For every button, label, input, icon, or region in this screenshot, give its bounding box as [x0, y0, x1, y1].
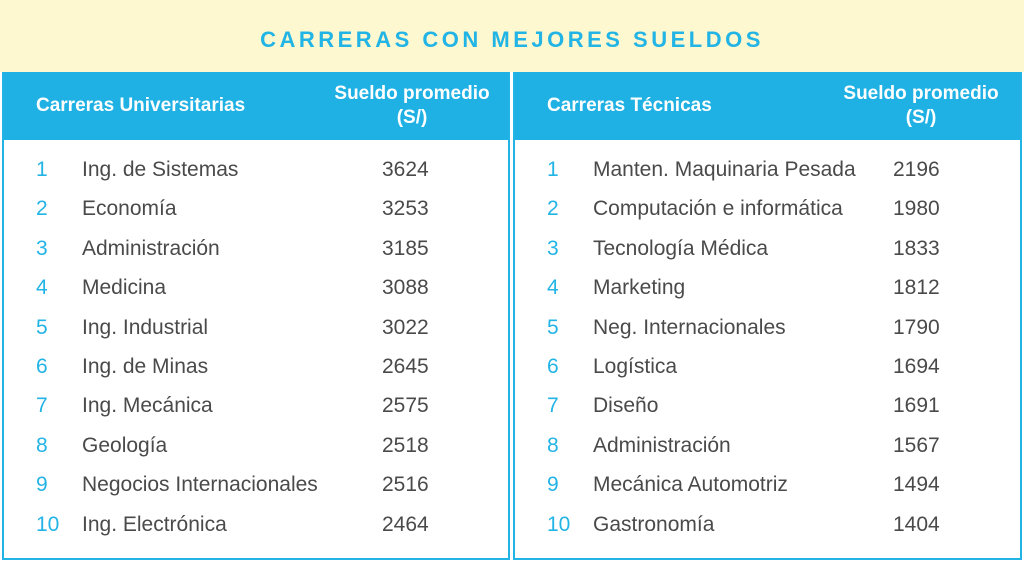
rank-cell: 2: [547, 197, 559, 221]
salary-cell: 1833: [893, 236, 940, 260]
salary-cell: 2464: [382, 512, 429, 536]
rank-cell: 5: [547, 315, 559, 339]
rank-cell: 8: [36, 433, 48, 457]
rank-cell: 7: [547, 394, 559, 418]
rank-cell: 9: [547, 473, 559, 497]
technical-careers-table: [513, 72, 1022, 560]
table-row: [515, 231, 1020, 270]
rank-cell: 9: [36, 473, 48, 497]
rank-cell: 3: [36, 236, 48, 260]
rank-cell: 5: [36, 315, 48, 339]
table-row: [4, 507, 508, 546]
career-name-cell: Marketing: [593, 276, 686, 300]
rank-cell: 6: [36, 354, 48, 378]
table-row: [515, 388, 1020, 427]
career-name-cell: Neg. Internacionales: [593, 315, 786, 339]
rank-cell: 4: [36, 276, 48, 300]
salary-cell: 1691: [893, 394, 940, 418]
salary-cell: 3088: [382, 276, 429, 300]
table-row: [515, 467, 1020, 506]
career-name-cell: Negocios Internacionales: [82, 473, 318, 497]
column-header-salary-line1: Sueldo promedio: [843, 83, 999, 104]
column-header-salary: [831, 82, 1011, 130]
table-row: [4, 428, 508, 467]
column-header-salary-line2: (S/): [905, 107, 937, 128]
career-name-cell: Manten. Maquinaria Pesada: [593, 158, 856, 181]
rank-cell: 10: [36, 512, 60, 536]
salary-cell: 2518: [382, 433, 429, 457]
university-careers-table: [2, 72, 510, 560]
salary-cell: 2516: [382, 473, 429, 497]
table-row: [515, 507, 1020, 546]
table-row: [515, 310, 1020, 349]
career-name-cell: Geología: [82, 433, 168, 457]
column-header-salary-line2: (S/): [396, 107, 428, 128]
table-body: [515, 152, 1020, 546]
table-row: [4, 231, 508, 270]
rank-cell: 7: [36, 394, 48, 418]
column-header-salary: [322, 82, 502, 130]
career-name-cell: Medicina: [82, 276, 167, 300]
salary-cell: 1694: [893, 354, 940, 378]
column-header-salary-line1: Sueldo promedio: [334, 83, 490, 104]
rank-cell: 8: [547, 433, 559, 457]
table-row: [4, 467, 508, 506]
rank-cell: 1: [36, 158, 48, 181]
career-name-cell: Ing. de Sistemas: [82, 158, 239, 181]
career-name-cell: Diseño: [593, 394, 659, 418]
career-name-cell: Computación e informática: [593, 197, 843, 221]
salary-cell: 1812: [893, 276, 940, 300]
title-banner: [0, 0, 1024, 72]
table-body: [4, 152, 508, 546]
rank-cell: 3: [547, 236, 559, 260]
salary-cell: 1404: [893, 512, 940, 536]
rank-cell: 1: [547, 158, 559, 181]
salary-cell: 3624: [382, 158, 429, 181]
table-row: [4, 349, 508, 388]
career-name-cell: Ing. Industrial: [82, 315, 209, 339]
salary-cell: 1567: [893, 433, 940, 457]
salary-cell: 1980: [893, 197, 940, 221]
column-header-career: Carreras Universitarias: [36, 95, 246, 116]
table-row: [515, 270, 1020, 309]
table-row: [4, 388, 508, 427]
career-name-cell: Ing. de Minas: [82, 354, 209, 378]
table-row: [4, 191, 508, 230]
career-name-cell: Ing. Mecánica: [82, 394, 213, 418]
table-row: [4, 270, 508, 309]
career-name-cell: Ing. Electrónica: [82, 512, 227, 536]
table-header: [515, 72, 1020, 140]
career-name-cell: Logística: [593, 354, 678, 378]
table-row: [515, 349, 1020, 388]
rank-cell: 4: [547, 276, 559, 300]
career-name-cell: Tecnología Médica: [593, 236, 769, 260]
salary-cell: 3185: [382, 236, 429, 260]
rank-cell: 2: [36, 197, 48, 221]
salary-cell: 1494: [893, 473, 940, 497]
table-row: [515, 152, 1020, 191]
table-header: [4, 72, 508, 140]
salary-cell: 2575: [382, 394, 429, 418]
table-row: [515, 428, 1020, 467]
career-name-cell: Administración: [593, 433, 731, 457]
career-name-cell: Mecánica Automotriz: [593, 473, 788, 497]
salary-cell: 3253: [382, 197, 429, 221]
rank-cell: 10: [547, 512, 571, 536]
column-header-career: Carreras Técnicas: [547, 95, 712, 116]
career-name-cell: Economía: [82, 197, 177, 221]
table-row: [4, 310, 508, 349]
career-name-cell: Administración: [82, 236, 220, 260]
salary-cell: 1790: [893, 315, 940, 339]
salary-cell: 2645: [382, 354, 429, 378]
salary-cell: 3022: [382, 315, 429, 339]
career-name-cell: Gastronomía: [593, 512, 715, 536]
rank-cell: 6: [547, 354, 559, 378]
table-row: [4, 152, 508, 191]
salary-cell: 2196: [893, 158, 940, 181]
page-title: CARRERAS CON MEJORES SUELDOS: [260, 27, 764, 52]
table-row: [515, 191, 1020, 230]
